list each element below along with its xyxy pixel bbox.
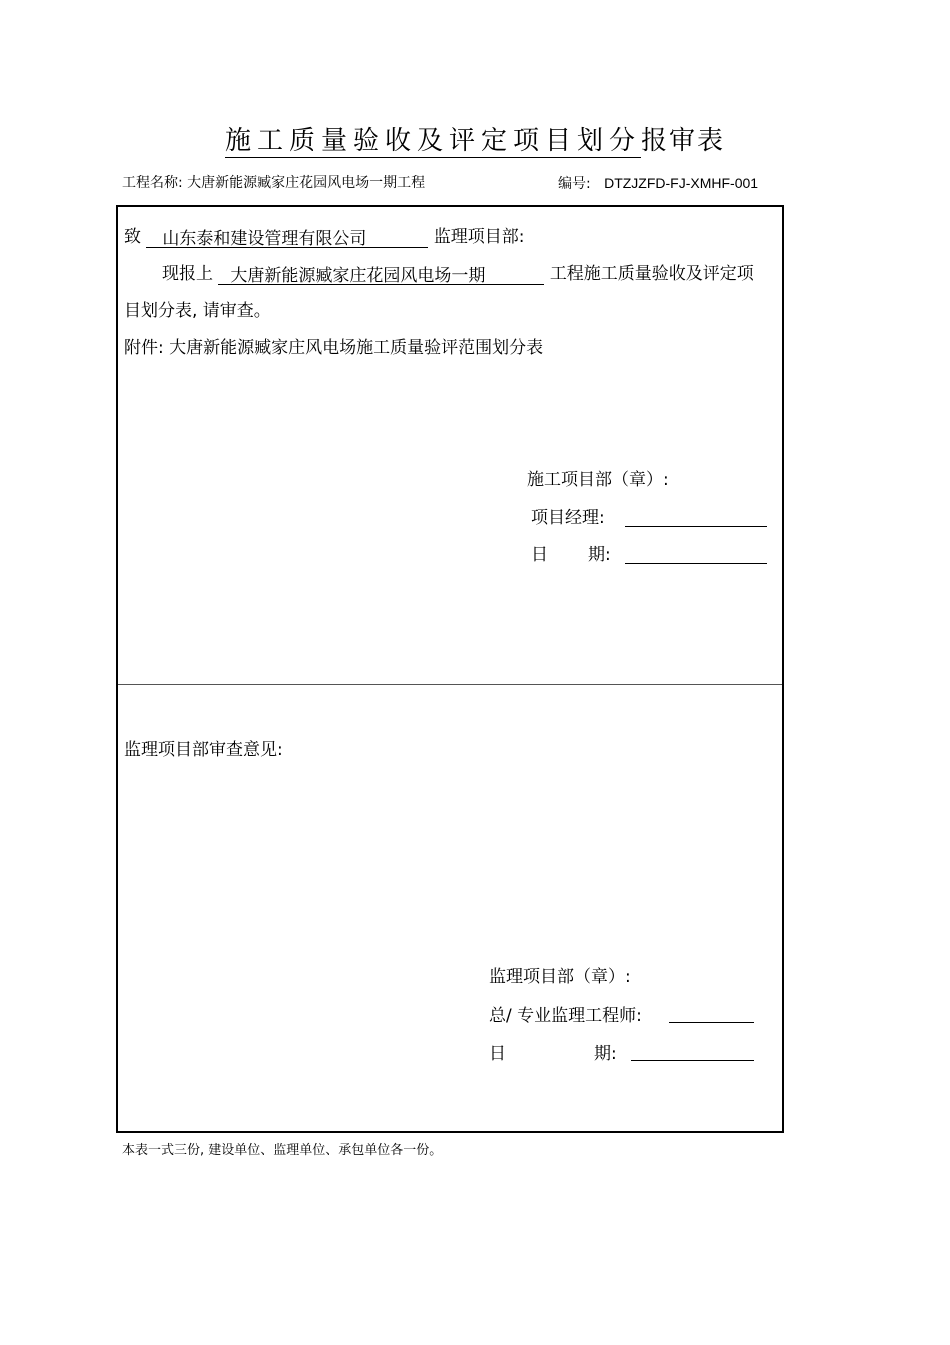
construction-dept-seal: 施工项目部（章）:: [527, 470, 669, 490]
form-title-suffix: 报审表: [641, 126, 726, 156]
date-blank-1[interactable]: [625, 563, 767, 564]
manager-label: 项目经理:: [531, 508, 605, 528]
project-name: 大唐新能源臧家庄花园风电场一期工程: [187, 175, 426, 191]
code-label: 编号:: [558, 176, 591, 192]
supervision-opinion-label: 监理项目部审查意见:: [124, 740, 283, 760]
section-divider: [118, 684, 782, 685]
code-value: DTZJZFD-FJ-XMHF-001: [604, 175, 759, 191]
report-line-2: 目划分表, 请审查。: [124, 301, 271, 321]
addressee-line: [124, 226, 525, 248]
manager-signature-blank[interactable]: [625, 526, 767, 527]
report-project: 大唐新能源臧家庄花园风电场一期: [218, 265, 544, 285]
report-suffix: 工程施工质量验收及评定项: [549, 264, 754, 284]
engineer-label: 总/ 专业监理工程师:: [489, 1006, 642, 1026]
to-suffix: 监理项目部:: [433, 227, 525, 247]
date-label-1a: 日: [531, 545, 548, 565]
date-label-1b: 期:: [588, 545, 611, 565]
to-prefix: 致: [124, 227, 141, 247]
date-label-2b: 期:: [594, 1044, 617, 1064]
report-line: [162, 263, 754, 285]
project-name-line: [122, 174, 425, 192]
attachment-line: 附件: 大唐新能源臧家庄风电场施工质量验评范围划分表: [124, 338, 544, 358]
code-line: [558, 174, 758, 193]
report-prefix: 现报上: [162, 264, 213, 284]
footer-note: 本表一式三份, 建设单位、监理单位、承包单位各一份。: [122, 1143, 443, 1158]
engineer-signature-blank[interactable]: [669, 1022, 754, 1023]
form-title-main: 施工质量验收及评定项目划分: [224, 126, 641, 156]
to-company: 山东泰和建设管理有限公司: [146, 228, 428, 248]
supervision-dept-seal: 监理项目部（章）:: [489, 967, 631, 987]
date-label-2a: 日: [489, 1044, 506, 1064]
date-blank-2[interactable]: [631, 1060, 754, 1061]
form-title: [0, 124, 950, 158]
project-label: 工程名称:: [122, 175, 183, 191]
